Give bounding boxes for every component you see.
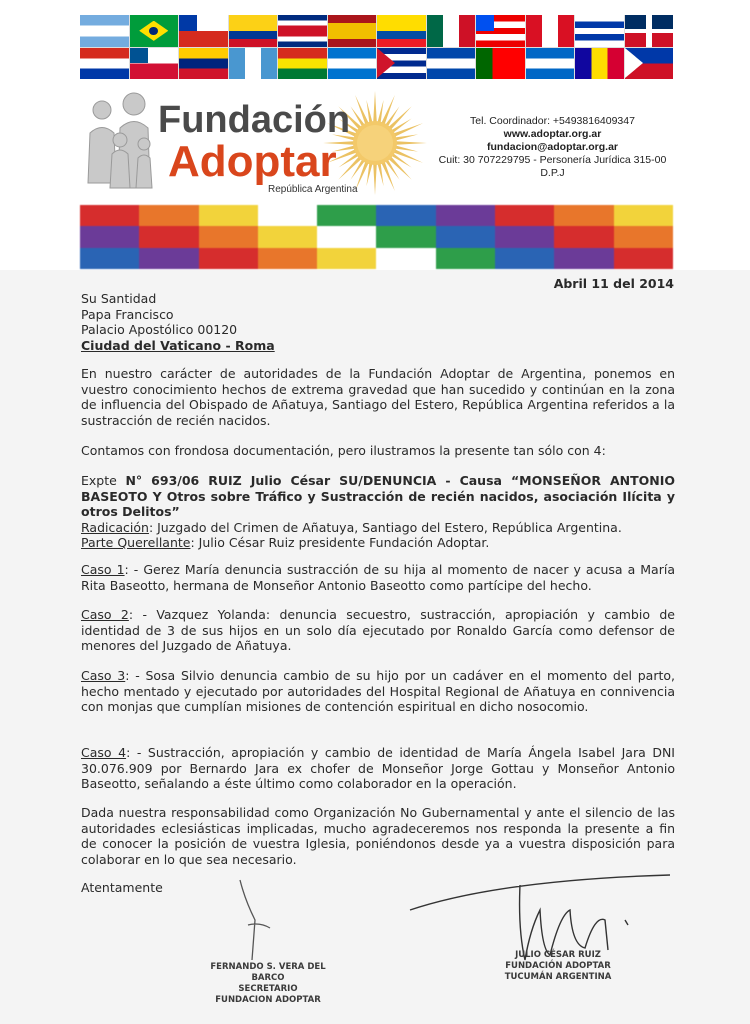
recipient-line1: Su Santidad xyxy=(81,291,157,306)
signature-left-block xyxy=(198,962,338,1006)
radicacion-text: : Juzgado del Crimen de Añatuya, Santiago del Estero, República Argentina. xyxy=(148,519,622,535)
wiphala-square xyxy=(554,205,613,226)
signature-left-org: FUNDACION ADOPTAR xyxy=(215,995,321,1005)
wiphala-square xyxy=(436,226,495,247)
recipient-line4: Ciudad del Vaticano - Roma xyxy=(81,337,275,353)
wiphala-square xyxy=(199,205,258,226)
brazil-flag-icon xyxy=(130,15,179,47)
recipient-block xyxy=(81,291,275,353)
contact-cuit: Cuit: 30 707229795 - Personería Jurídica 315-00 xyxy=(438,154,667,166)
flags-banner xyxy=(80,15,673,79)
wiphala-square xyxy=(376,205,435,226)
portugal-flag-icon xyxy=(476,48,525,80)
wiphala-square xyxy=(139,205,198,226)
wiphala-square xyxy=(80,248,139,269)
venezuela-flag-icon xyxy=(179,48,228,80)
signature-left-name: FERNANDO S. VERA DEL BARCO xyxy=(210,962,326,983)
colombia-flag-icon xyxy=(229,15,278,47)
contact-dpj: D.P.J xyxy=(540,167,565,179)
logo-line2: Adoptar xyxy=(168,137,337,186)
wiphala-square xyxy=(317,226,376,247)
wiphala-square xyxy=(258,226,317,247)
wiphala-square xyxy=(80,226,139,247)
wiphala-square xyxy=(376,248,435,269)
dominican-republic-flag-icon xyxy=(625,15,674,47)
wiphala-square xyxy=(614,205,673,226)
case-label: Caso 3 xyxy=(81,668,126,683)
signature-right-org: FUNDACIÓN ADOPTAR xyxy=(505,961,611,971)
peru-flag-icon xyxy=(526,15,575,47)
case-text: : - Sustracción, apropiación y cambio de identidad de María Ángela Isabel Jara DNI 30.076.909 por Bernardo Jara ex chofer de Monseñor Jorge Gottau y Monseñor Antonio Baseotto, señalando a éste último como colaborador en la operación. xyxy=(81,745,675,791)
honduras-flag-icon xyxy=(328,48,377,80)
case-3 xyxy=(81,668,675,715)
wiphala-square xyxy=(554,226,613,247)
nicaragua-flag-icon xyxy=(526,48,575,80)
wiphala-square xyxy=(495,248,554,269)
case-label: Caso 2 xyxy=(81,607,129,622)
expte-prefix: Expte xyxy=(81,473,126,488)
case-label: Caso 4 xyxy=(81,745,127,760)
wiphala-square xyxy=(258,248,317,269)
bolivia-flag-icon xyxy=(278,48,327,80)
wiphala-square xyxy=(139,248,198,269)
philippines-flag-icon xyxy=(625,48,674,80)
recipient-line2: Papa Francisco xyxy=(81,306,174,322)
wiphala-square xyxy=(614,248,673,269)
wiphala-square xyxy=(317,205,376,226)
wiphala-square xyxy=(495,226,554,247)
wiphala-square xyxy=(139,226,198,247)
case-text: : - Gerez María denuncia sustracción de su hija al momento de nacer y acusa a María Rita Baseotto, hermana de Monseñor Antonio Baseotto como partícipe del hecho. xyxy=(81,562,675,593)
costa-rica-flag-icon xyxy=(278,15,327,47)
intro-paragraph: En nuestro carácter de autoridades de la Fundación Adoptar de Argentina, ponemos en vuestro conocimiento hechos de extrema gravedad que han sucedido y continúan en la zona de influencia del Obispado de Añatuya, Santiago del Estero, República Argentina referidos a la sustracción de recién nacidos. xyxy=(81,366,675,428)
expte-paragraph xyxy=(81,473,675,551)
parte-label: Parte Querellante xyxy=(81,535,191,550)
wiphala-banner xyxy=(80,205,673,269)
case-2 xyxy=(81,607,675,654)
wiphala-square xyxy=(554,248,613,269)
wiphala-square xyxy=(199,248,258,269)
radicacion-label: Radicación xyxy=(81,519,149,535)
wiphala-square xyxy=(80,205,139,226)
signature-right-block xyxy=(488,950,628,983)
letter-date: Abril 11 del 2014 xyxy=(553,276,674,291)
contact-phone: Tel. Coordinador: +5493816409347 xyxy=(470,115,635,127)
argentina-flag-icon xyxy=(80,15,129,47)
contact-email[interactable]: fundacion@adoptar.org.ar xyxy=(487,141,618,153)
right-signature-scribble xyxy=(410,875,670,960)
signature-right-place: TUCUMÁN ARGENTINA xyxy=(504,972,612,982)
el-salvador-flag-icon xyxy=(427,48,476,80)
guatemala-flag-icon xyxy=(229,48,278,80)
spain-flag-icon xyxy=(328,15,377,47)
uruguay-flag-icon xyxy=(575,15,624,47)
recipient-line3: Palacio Apostólico 00120 xyxy=(81,322,238,337)
wiphala-square xyxy=(317,248,376,269)
wiphala-square xyxy=(436,205,495,226)
andorra-flag-icon xyxy=(575,48,624,80)
case-text: : - Sosa Silvio denuncia cambio de su hijo por un cadáver en el momento del parto, hecho mentado y ejecutado por autoridades del Hospital Regional de Añatuya en connivencia con monjas que cumplían misiones de contención espiritual en dicho nosocomio. xyxy=(81,668,675,714)
logo-tagline: República Argentina xyxy=(268,184,358,195)
wiphala-square xyxy=(258,205,317,226)
chile-flag-icon xyxy=(179,15,228,47)
closing-paragraph: Dada nuestra responsabilidad como Organización No Gubernamental y ante el silencio de las autoridades eclesiásticas implicadas, mucho agradeceremos nos responda la presente a fin de conocer la posición de vuestra Iglesia, poniéndonos desde ya a vuestra disposición para colaborar en lo que sea necesario. xyxy=(81,805,675,867)
case-label: Caso 1 xyxy=(81,562,125,577)
panama-flag-icon xyxy=(130,48,179,80)
expte-title: N° 693/06 RUIZ Julio César SU/DENUNCIA - Causa “MONSEÑOR ANTONIO BASEOTO Y Otros sobre Tráfico y Sustracción de recién nacidos, asociación Ilícita y otros Delitos” xyxy=(81,473,675,519)
parte-text: : Julio César Ruiz presidente Fundación Adoptar. xyxy=(190,535,490,550)
case-4 xyxy=(81,745,675,792)
logo-line1: Fundación xyxy=(158,99,351,141)
family-figures-icon xyxy=(88,93,152,188)
wiphala-square xyxy=(495,205,554,226)
wiphala-square xyxy=(376,226,435,247)
cuba-flag-icon xyxy=(377,48,426,80)
paraguay-flag-icon xyxy=(80,48,129,80)
mexico-flag-icon xyxy=(427,15,476,47)
ecuador-flag-icon xyxy=(377,15,426,47)
wiphala-square xyxy=(199,226,258,247)
case-text: : - Vazquez Yolanda: denuncia secuestro, sustracción, apropiación y cambio de identidad de 3 de sus hijos en un solo día ejecutado por Ronaldo García como defensor de menores del Juzgado de Añatuya. xyxy=(81,607,675,653)
case-1 xyxy=(81,562,675,593)
contact-block xyxy=(430,115,675,180)
contact-web[interactable]: www.adoptar.org.ar xyxy=(503,128,602,140)
docs-paragraph: Contamos con frondosa documentación, pero ilustramos la presente tan sólo con 4: xyxy=(81,443,606,458)
wiphala-square xyxy=(614,226,673,247)
puerto-rico-flag-icon xyxy=(476,15,525,47)
left-signature-scribble xyxy=(240,880,270,960)
fundacion-adoptar-logo xyxy=(80,88,440,198)
signature-left-role: SECRETARIO xyxy=(238,984,298,994)
signature-right-name: JULIO CÉSAR RUIZ xyxy=(515,950,601,960)
signoff: Atentamente xyxy=(81,880,163,895)
wiphala-square xyxy=(436,248,495,269)
